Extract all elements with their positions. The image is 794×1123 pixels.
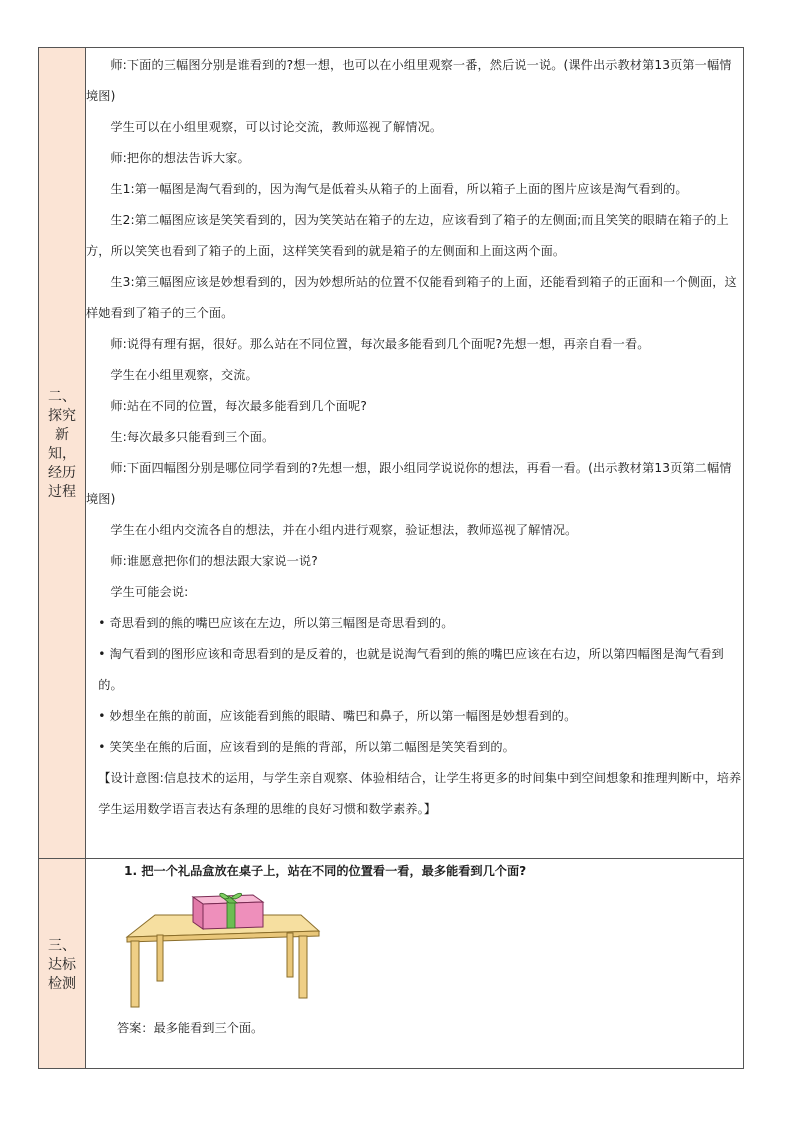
paragraph: 学生在小组里观察，交流。	[110, 368, 258, 382]
table-leg	[131, 941, 139, 1007]
paragraph: 师:下面的三幅图分别是谁看到的?想一想，也可以在小组里观察一番，然后说一说。(课件出示教材第13页第一幅情境图)	[86, 58, 732, 103]
table-gift-box-illustration	[123, 889, 323, 1014]
section-3-content	[86, 859, 744, 1069]
bullet-item: • 奇思看到的熊的嘴巴应该在左边，所以第三幅图是奇思看到的。	[98, 616, 454, 630]
lesson-table	[38, 47, 744, 1069]
ribbon	[227, 902, 235, 928]
paragraph: 师:把你的想法告诉大家。	[110, 151, 250, 165]
paragraph: 学生可能会说:	[110, 585, 189, 599]
table-leg	[157, 935, 163, 981]
paragraph: 生2:第二幅图应该是笑笑看到的，因为笑笑站在箱子的左边，应该看到了箱子的左侧面;而且笑笑的眼睛在箱子的上方，所以笑笑也看到了箱子的上面，这样笑笑看到的就是箱子的左侧面和上面这两个面。	[86, 213, 729, 258]
paragraph: 生:每次最多只能看到三个面。	[110, 430, 275, 444]
exercise-question: 1. 把一个礼品盒放在桌子上，站在不同的位置看一看，最多能看到几个面?	[124, 864, 527, 878]
bullet-item: • 妙想坐在熊的前面，应该能看到熊的眼睛、嘴巴和鼻子，所以第一幅图是妙想看到的。	[98, 709, 577, 723]
bullet-item: • 淘气看到的图形应该和奇思看到的是反着的，也就是说淘气看到的熊的嘴巴应该在右边，所以第四幅图是淘气看到的。	[98, 647, 724, 692]
bullet-item: • 笑笑坐在熊的后面，应该看到的是熊的背部，所以第二幅图是笑笑看到的。	[98, 740, 515, 754]
paragraph: 师:说得有理有据，很好。那么站在不同位置，每次最多能看到几个面呢?先想一想，再亲自看一看。	[110, 337, 650, 351]
section-3-label-cell	[39, 859, 86, 1069]
section-2-row	[39, 48, 744, 859]
section-3-row	[39, 859, 744, 1069]
table-leg	[299, 936, 307, 998]
table-leg	[287, 933, 293, 977]
paragraph: 生1:第一幅图是淘气看到的，因为淘气是低着头从箱子的上面看，所以箱子上面的图片应该是淘气看到的。	[110, 182, 688, 196]
paragraph: 师:下面四幅图分别是哪位同学看到的?先想一想，跟小组同学说说你的想法，再看一看。(出示教材第13页第二幅情境图)	[86, 461, 732, 506]
paragraph: 生3:第三幅图应该是妙想看到的，因为妙想所站的位置不仅能看到箱子的上面，还能看到箱子的正面和一个侧面，这样她看到了箱子的三个面。	[86, 275, 737, 320]
section-2-content	[86, 48, 744, 859]
exercise-answer: 答案：最多能看到三个面。	[117, 1021, 264, 1035]
section-2-label-cell	[39, 48, 86, 859]
section-2-label: 二、 探究 新 知， 经历 过程	[48, 389, 76, 500]
paragraph: 师:谁愿意把你们的想法跟大家说一说?	[110, 554, 318, 568]
paragraph: 师:站在不同的位置，每次最多能看到几个面呢?	[110, 399, 367, 413]
section-3-label: 三、 达标 检测	[48, 938, 76, 992]
paragraph: 学生在小组内交流各自的想法，并在小组内进行观察，验证想法，教师巡视了解情况。	[110, 523, 578, 537]
lesson-plan-sheet	[38, 47, 744, 1068]
design-note: 【设计意图:信息技术的运用，与学生亲自观察、体验相结合，让学生将更多的时间集中到空间想象和推理判断中，培养学生运用数学语言表达有条理的思维的良好习惯和数学素养。】	[98, 771, 742, 816]
paragraph: 学生可以在小组里观察，可以讨论交流，教师巡视了解情况。	[110, 120, 443, 134]
